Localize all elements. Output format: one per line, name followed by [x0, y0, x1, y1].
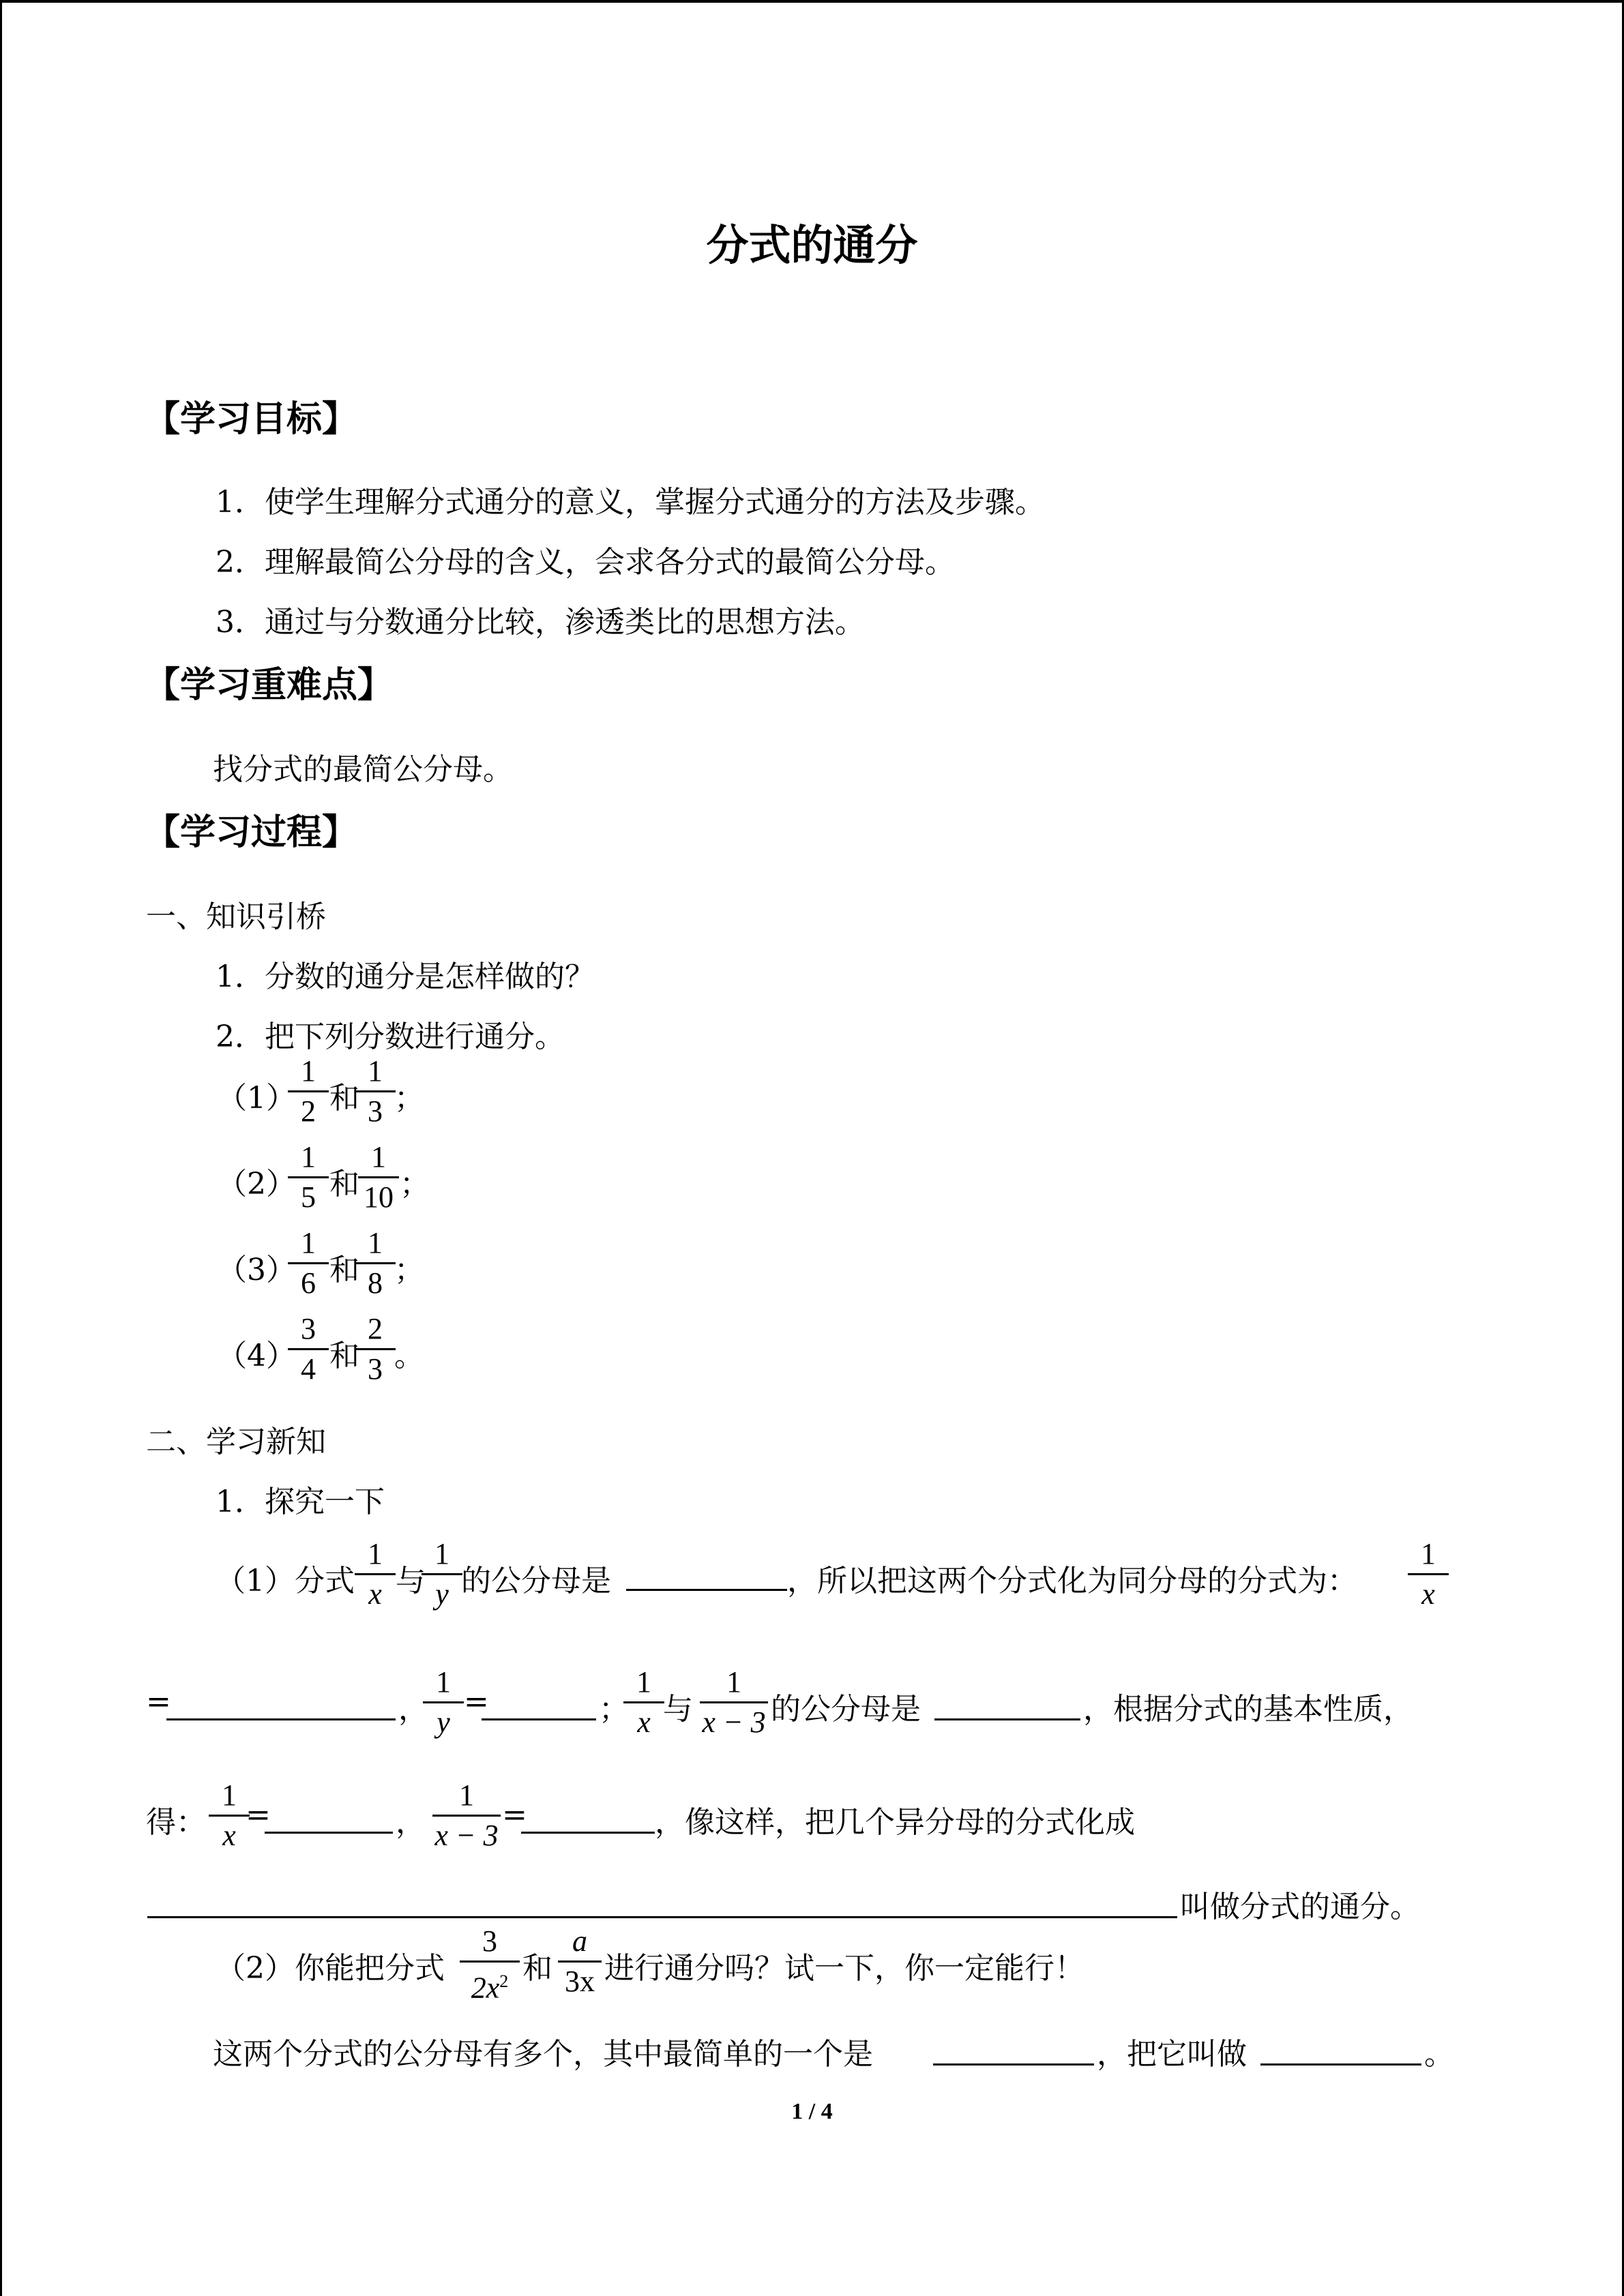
- part1-question-2: 2．把下列分数进行通分。: [216, 1019, 565, 1054]
- page-title: 分式的通分: [706, 220, 918, 270]
- item-end: ；: [400, 1167, 430, 1202]
- item-end: ；: [394, 1081, 424, 1116]
- part1-heading: 一、知识引桥: [146, 899, 326, 934]
- fraction: $\frac{1}{3}$: [355, 1052, 396, 1131]
- p1-prefix: （1）分式: [216, 1564, 355, 1598]
- part2-sub1: 1．探究一下: [216, 1485, 385, 1519]
- part1-question-1: 1．分数的通分是怎样做的？: [216, 959, 595, 994]
- item-joiner: 和: [329, 1167, 359, 1202]
- p2-eq2: =: [464, 1684, 489, 1719]
- difficulty-text: 找分式的最简公分母。: [213, 752, 513, 787]
- item-end: 。: [394, 1339, 424, 1373]
- fraction: $\frac{1}{10}$: [358, 1138, 399, 1217]
- p6-middle: ，把它叫做: [1097, 2037, 1247, 2072]
- answer-blank-long[interactable]: [147, 1916, 1177, 1918]
- p2-joiner: 与: [663, 1692, 693, 1727]
- part2-heading: 二、学习新知: [146, 1425, 326, 1459]
- fraction: $\frac{2}{3}$: [355, 1310, 396, 1388]
- fraction: $\frac{1}{x - 3}$: [700, 1663, 768, 1742]
- section-process: 【学习过程】: [145, 812, 358, 853]
- fraction: $\frac{a}{3x}$: [558, 1922, 602, 2001]
- p5-joiner: 和: [522, 1951, 552, 1986]
- fraction: $\frac{1}{x}$: [623, 1663, 664, 1742]
- fraction: $\frac{1}{2}$: [288, 1052, 329, 1131]
- item-end: ；: [394, 1253, 424, 1287]
- p3-prefix: 得：: [146, 1805, 206, 1840]
- fraction: $\frac{1}{8}$: [355, 1224, 396, 1302]
- item-joiner: 和: [329, 1339, 359, 1373]
- p2-eq: =: [146, 1684, 171, 1719]
- fraction: $\frac{1}{x}$: [209, 1776, 250, 1855]
- p3-tail: ，像这样，把几个异分母的分式化成: [655, 1805, 1135, 1840]
- fraction: $\frac{1}{x - 3}$: [432, 1776, 501, 1855]
- goal-item-1: 1．使学生理解分式通分的意义，掌握分式通分的方法及步骤。: [216, 485, 1045, 520]
- answer-blank[interactable]: [1260, 2063, 1421, 2066]
- answer-blank[interactable]: [934, 1718, 1080, 1720]
- p5-tail: 进行通分吗？试一下，你一定能行！: [604, 1951, 1084, 1986]
- fraction: $\frac{3}{2x^2}$: [460, 1922, 520, 2001]
- section-difficulty: 【学习重难点】: [145, 665, 394, 706]
- fraction: $\frac{3}{4}$: [288, 1310, 329, 1388]
- p5-prefix: （2）你能把分式: [216, 1951, 445, 1986]
- p1-after-blank: ，所以把这两个分式化为同分母的分式为：: [787, 1564, 1357, 1598]
- fraction: $\frac{1}{y}$: [423, 1663, 464, 1742]
- p6-end: 。: [1424, 2037, 1454, 2072]
- fraction: $\frac{1}{x}$: [1408, 1535, 1449, 1613]
- answer-blank[interactable]: [521, 1832, 655, 1834]
- p2-middle: 的公分母是: [771, 1692, 921, 1727]
- p2-semi: ；: [599, 1692, 629, 1727]
- p3-eq: =: [246, 1798, 271, 1832]
- p1-middle: 的公分母是: [461, 1564, 611, 1598]
- page-number: 1 / 4: [791, 2099, 833, 2124]
- goal-item-3: 3．通过与分数通分比较，渗透类比的思想方法。: [216, 605, 865, 640]
- fraction: $\frac{1}{6}$: [288, 1224, 329, 1302]
- item-label: （2）: [217, 1167, 296, 1202]
- answer-blank[interactable]: [265, 1832, 393, 1834]
- item-label: （1）: [217, 1081, 296, 1116]
- item-label: （4）: [217, 1339, 296, 1373]
- p3-comma: ，: [396, 1805, 426, 1840]
- p2-comma: ，: [398, 1692, 428, 1727]
- answer-blank[interactable]: [626, 1589, 787, 1591]
- answer-blank[interactable]: [166, 1718, 396, 1720]
- fraction: $\frac{1}{5}$: [288, 1138, 329, 1217]
- p3-eq2: =: [502, 1798, 527, 1832]
- p6-prefix: 这两个分式的公分母有多个，其中最简单的一个是: [213, 2037, 873, 2072]
- p1-joiner: 与: [396, 1564, 426, 1598]
- section-goals: 【学习目标】: [145, 399, 358, 440]
- item-label: （3）: [217, 1253, 296, 1287]
- answer-blank[interactable]: [482, 1718, 596, 1720]
- fraction: $\frac{1}{x}$: [355, 1535, 396, 1613]
- p2-tail: ，根据分式的基本性质，: [1083, 1692, 1413, 1727]
- answer-blank[interactable]: [933, 2063, 1094, 2066]
- p4-tail: 叫做分式的通分。: [1180, 1890, 1420, 1924]
- item-joiner: 和: [329, 1253, 359, 1287]
- item-joiner: 和: [329, 1081, 359, 1116]
- fraction: $\frac{1}{y}$: [422, 1535, 462, 1613]
- goal-item-2: 2．理解最简公分母的含义，会求各分式的最简公分母。: [216, 545, 955, 580]
